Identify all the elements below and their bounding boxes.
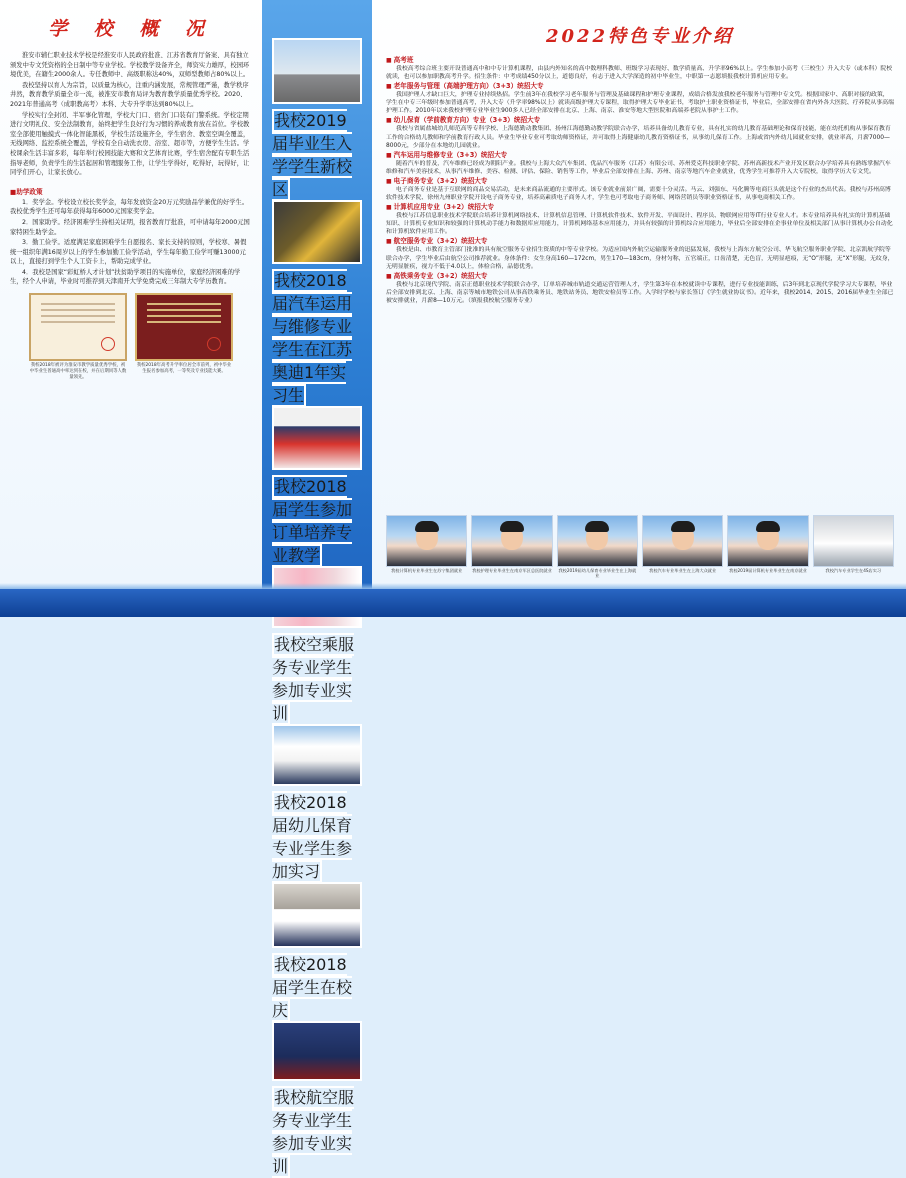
graduate-photos bbox=[386, 515, 894, 583]
major-title: ■ 幼儿保育（学前教育方向）专业（3+3）统招大专 bbox=[386, 116, 894, 125]
graduate-caption: 我校汽车专业学生在4S店实习 bbox=[825, 568, 882, 573]
aid-heading: ■助学政策 bbox=[10, 187, 43, 196]
car-photo bbox=[813, 515, 894, 567]
overview-paragraph: 学校实行全封闭、半军事化管理，学校大门口、宿舍门口装有门警系统。学校定期进行文明礼仪、安全法制教育，始终把学生良好行为习惯的养成教育放在首位。学校教室全部使用触摸式一体化智能黑板，学校生活设施齐全，学生宿舍、教室空调全覆盖，无线网络、监控系统全覆盖，学校有全自动洗衣房、浴室、超市等，方便学生生活。学校课余生活丰富多彩，每年举行校园技能大赛和文艺体育比赛，学生宿舍配有专职生活指导老师，负责学生的生活起居和管理服务工作，让学生学得好，吃得好，玩得好，让同学们开心，让家长放心。 bbox=[10, 111, 250, 177]
graduate-photo bbox=[471, 515, 552, 567]
photo-caption: 我校2018届学生在校庆 bbox=[272, 955, 353, 1020]
aviation-photo bbox=[272, 1021, 362, 1081]
aid-item: 1．奖学金。学校设立校长奖学金，每年发放资金20万元奖励品学兼优的好学生。我校优秀学生还可每年获得每年6000元国家奖学金。 bbox=[10, 198, 249, 216]
graduate-card bbox=[471, 515, 552, 583]
photo-caption: 我校航空服务专业学生参加专业实训 bbox=[272, 1088, 355, 1176]
major-title: ■ 航空服务专业（3+2）统招大专 bbox=[386, 237, 894, 246]
major-item bbox=[386, 177, 894, 202]
graduate-card bbox=[813, 515, 894, 583]
major-title: ■ 高铁乘务专业（3+2）统招大专 bbox=[386, 272, 894, 281]
certificates bbox=[10, 293, 252, 361]
photo-caption: 我校2018届幼儿保育专业学生参加实习 bbox=[272, 793, 353, 881]
aid-item: 2．国家助学。经济困难学生持相关证明，报省教育厅批准，可申请每年2000元国家特困生助学金。 bbox=[10, 218, 250, 236]
graduate-photo bbox=[727, 515, 808, 567]
major-title: ■ 电子商务专业（3+2）统招大专 bbox=[386, 177, 894, 186]
graduate-caption: 我校2019届计算机专业毕业生在南京就业 bbox=[729, 568, 807, 573]
left-panel bbox=[0, 0, 262, 589]
right-panel bbox=[372, 0, 906, 589]
major-item bbox=[386, 151, 894, 176]
graduate-caption: 我校计算机专业毕业生在苏宁集团就业 bbox=[391, 568, 463, 573]
aid-item: 4．我校是国家“彩虹桥人才计划”扶贫助学项目的实施单位，家庭经济困难的学生，经个人申请，毕业时可推荐到天津南开大学免费完成三年制大专学历教育。 bbox=[10, 268, 241, 286]
major-item bbox=[386, 56, 894, 81]
major-body: 我校与江苏信息职业技术学院联合培养计算机网络技术、计算机信息管理、计算机软件技术、软件开发、平面设计、程序员、物联网应用等IT行业专业人才。本专业培养具有扎实的计算机基础知识、计算机专业知识和较强的计算机动手能力和数据库应用能力，计算机网络基本应用能力，并具有较强的计算机综合应用能力，毕业后全部安排在企事业单位及相关部门从事计算机办公自动化和计算机软件应用工作。 bbox=[386, 213, 893, 236]
certificate-captions bbox=[10, 363, 252, 381]
photo-strip bbox=[262, 0, 372, 1176]
graduate-card bbox=[386, 515, 467, 583]
auto-repair-photo bbox=[272, 200, 362, 264]
photo-caption: 我校2018届汽车运用与维修专业学生在江苏奥迪1年实习生 bbox=[272, 271, 353, 405]
seal-icon bbox=[101, 337, 115, 351]
photo-caption: 我校2019届毕业生入学学生新校区 bbox=[272, 111, 353, 199]
aid-item: 3．勤工俭学。适度满足家庭困难学生自愿报名、家长支持的原则，学校寒、暑假统一组织年满16周岁以上的学生参加勤工俭学活动，学生每年勤工俭学可赚13000元以上，直接打到学生个人工资卡上，帮助完成学业。 bbox=[10, 239, 247, 266]
graduate-card bbox=[727, 515, 808, 583]
graduate-photo bbox=[386, 515, 467, 567]
major-title: ■ 老年服务与管理（高端护理方向）（3+3）统招大专 bbox=[386, 82, 894, 91]
major-item bbox=[386, 272, 894, 305]
overview-paragraph: 淮安市辅仁职业技术学校是经淮安市人民政府批准、江苏省教育厅备案、具有独立颁发中专文凭资格的全日制中等专业学校。学校教学设备齐全，师资实力雄厚，校园环境优美，在籍生2000余人。专任教师中、高级职称达40%，双师型教师占80%以上。 bbox=[10, 52, 250, 79]
certificate-caption: 我校2018年被评为淮安市教学质量优秀学校，初中毕业生普通高中率达到在校，并在后期同等人数量领先。 bbox=[29, 363, 127, 381]
seal-icon bbox=[207, 337, 221, 351]
school-overview bbox=[10, 51, 252, 287]
major-body: 随着汽车的普及，汽车维修已经成为朝阳产业。我校与上海大众汽车集团、优品汽车服务（江苏）有限公司、苏州爱克科技职业学院、苏州高新技术产业开发区联合办学培养具有熟练掌握汽车维修和汽车美容技术，从事汽车维修、美容、检测、评估、保险、销售等工作，毕业后全部安排在上海、苏州、南京等地汽车企业就业，优秀学生可推荐升入大专院校，取得学历大专文凭。 bbox=[386, 160, 891, 175]
major-item bbox=[386, 237, 894, 270]
major-body: 我校高考综合班主要开设普通高中和中专计算机课程，由县内外知名的高中数理科教师、班级学习表现好、数学质量高、升学率96%以上。学生参加小高考（三校生）升入大专（或本科）院校就读，也可以参加职教高考升学。招生条件：中考成绩450分以上，道德良好，有志于进入大学深造的初中毕业生，中职第一志愿填报我校计算机应用专业。 bbox=[386, 66, 893, 81]
major-title: ■ 汽车运用与维修专业（3+3）统招大专 bbox=[386, 151, 894, 160]
major-title: ■ 高考班 bbox=[386, 56, 894, 65]
major-body: 我校与省属盐城幼儿师范高等专科学校、上海德勤动教集团、扬州江海德勤动教学院联合办学，培养具备幼儿教育专业，具有扎实的幼儿教育基础理论和保育技能，能在幼托机构从事保育教育工作的合格幼儿教师和学前教育行政人员。毕业生毕业专业可考取幼师资格证，并可取得上海健康幼儿教育资格证书，从事幼儿保育工作。上海或省内外幼儿园就业安排，就业率高，月薪7000—8000元，少部分在本地幼儿园就业。 bbox=[386, 126, 891, 149]
photo-caption: 我校2018届学生参加订单培养专业教学 bbox=[272, 477, 353, 565]
major-body: 电子商务专业是基于互联网的商品交易活动，是未来商品流通的主要形式。该专业就业前景广阔，需要十分灵活。马云、刘强东、马化腾等电商巨头就是这个行业的杰出代表。我校与苏州高博软件技术学院、徐州九州职业学院开设电子商务专业，培养高素质电子商务人才，学生也可考取电子商务师、网络营销员等职业资格证书，从事电商相关工作。 bbox=[386, 186, 891, 202]
graduate-caption: 我校2019届幼儿保育专业毕业生在上海就业 bbox=[558, 568, 637, 579]
graduate-photo bbox=[642, 515, 723, 567]
campus-event-photo bbox=[272, 882, 362, 948]
overview-paragraph: 我校坚持以育人为宗旨，以质量为核心，注重内涵发展，常规管理严谨，教学秩序井然，教育教学质量全市一流，被淮安市教育局评为教育教学质量优秀学校。2020、2021年普通高考（成职教高考）本科、大专升学率达到80%以上。 bbox=[10, 81, 249, 108]
certificate-image bbox=[29, 293, 127, 361]
certificate-caption: 我校2018年高考升学率位居全市前列，初中毕业生报名参加高考，一等奖及专业技能大赛。 bbox=[136, 363, 232, 375]
left-title: 学 校 概 况 bbox=[48, 18, 214, 40]
major-body: 我校与北京现代学院、南京正德职业技术学院联合办学，订单培养城市轨道交通运营管理人才，学生第3年在本校就读中专课程，进行专业技能训练，后3年到北京现代学院学习大专课程，毕业后全部安排到北京、上海、南京等城市地铁公司从事高铁乘务员、地铁站务员、地铁安检员等工作。入学时学校与家长签订《学生就业协议书》。近年来，我校2014、2015、2016届毕业生全部已被安排就业，月薪8—10万元。（填报我校航空服务专业） bbox=[386, 281, 894, 304]
graduate-card bbox=[642, 515, 723, 583]
certificate-image bbox=[135, 293, 233, 361]
major-item bbox=[386, 203, 894, 236]
major-body: 我国护理人才缺口巨大，护理专业持续热招。学生前3年在我校学习老年服务与管理及基础课程和护理专业课程，成绩合格发放我校老年服务与管理中专文凭。根据国家中、高职对接的政策，学生在中专三年级时参加普通高考，升入大专（升学率98%以上）就读高级护理大专课程，取得护理大专毕业证书，考取护士职业资格证书，毕业后，全部安排在省内外各大医院、疗养院从事高端护理工作。2010年以来我校护理专业毕业生900多人已经全部安排在北京、上海、南京、淮安等地大型医院和高端养老院从事护士工作。 bbox=[386, 92, 894, 115]
graduate-caption: 我校汽车专业毕业生在上海大众就业 bbox=[649, 568, 717, 573]
bottom-band bbox=[0, 589, 906, 617]
right-title: 2022特色专业介绍 bbox=[545, 26, 735, 47]
major-item bbox=[386, 82, 894, 115]
students-photo bbox=[272, 406, 362, 470]
nursery-photo bbox=[272, 724, 362, 786]
major-body: 我校是由、市教育主管部门批准的具有航空服务专业招生资质的中等专业学校。为适应国内外航空运输服务业的迅猛发展，我校与上海东方航空公司、华飞航空服务职业学院、北京凯航学院等联合办学，学生毕业后由航空公司推荐就业。身体条件：女生身高160—172cm，男生170—183cm，身材匀称，五官端正，口齿清楚，无色盲，无明显疤痕，无“O”形腿，无“X”形腿，无纹身，无明显脏疾，视力不低于4.0以上，体检合格，品德优秀。 bbox=[386, 247, 894, 270]
major-title: ■ 计算机应用专业（3+2）统招大专 bbox=[386, 203, 894, 212]
graduate-card bbox=[557, 515, 638, 583]
campus-photo bbox=[272, 38, 362, 104]
graduate-photo bbox=[557, 515, 638, 567]
major-item bbox=[386, 116, 894, 149]
photo-caption: 我校空乘服务专业学生参加专业实训 bbox=[272, 635, 355, 723]
graduate-caption: 我校护理专业毕业生在南京军区总医院就业 bbox=[472, 568, 552, 573]
